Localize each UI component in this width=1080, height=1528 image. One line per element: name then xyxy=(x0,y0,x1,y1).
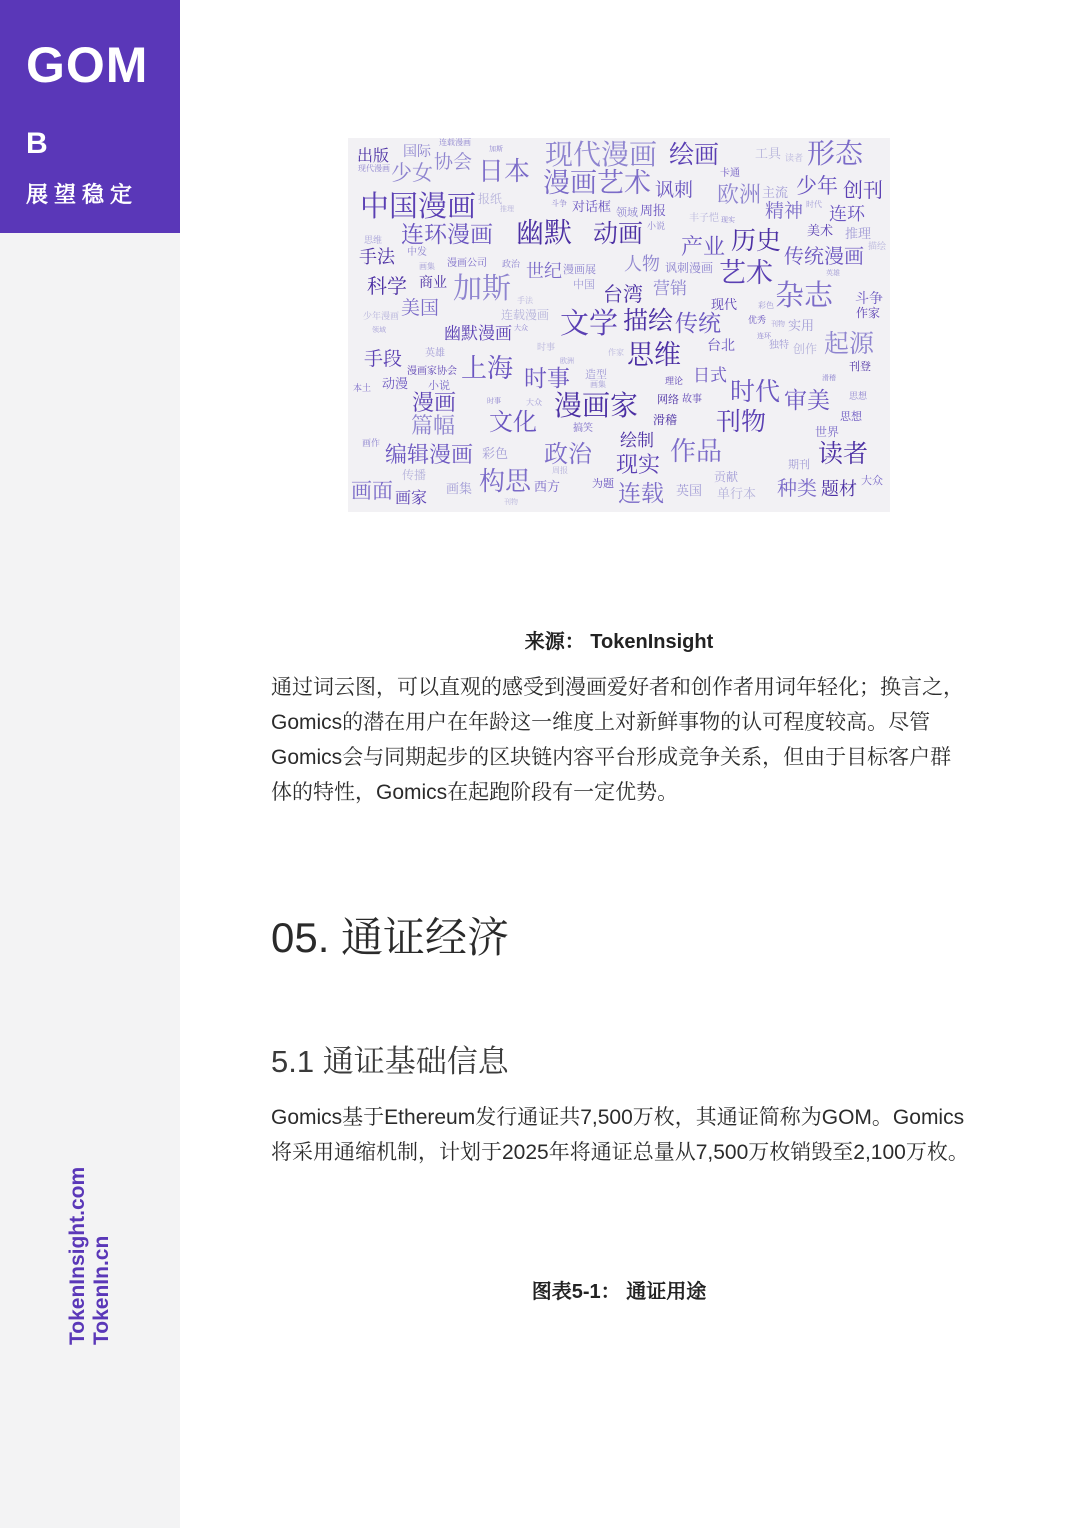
word-cloud-word: 画集 xyxy=(419,262,435,271)
word-cloud-word: 期刊 xyxy=(788,458,810,471)
word-cloud-word: 大众 xyxy=(514,324,528,332)
word-cloud-word: 主流 xyxy=(762,186,789,201)
word-cloud-word: 传统漫画 xyxy=(784,244,864,268)
word-cloud-word: 周报 xyxy=(640,204,667,219)
word-cloud-word: 读者 xyxy=(785,154,804,164)
word-cloud-word: 种类 xyxy=(777,476,817,500)
word-cloud-word: 创刊 xyxy=(843,178,883,202)
word-cloud-word: 艺术 xyxy=(719,258,773,289)
word-cloud-word: 单行本 xyxy=(717,487,757,502)
word-cloud-word: 编辑漫画 xyxy=(385,443,474,468)
word-cloud-word: 画集 xyxy=(446,482,473,497)
word-cloud-word: 大众 xyxy=(526,398,542,407)
word-cloud-word: 推理 xyxy=(845,227,872,242)
brand-code: B xyxy=(26,127,48,160)
word-cloud-word: 小说 xyxy=(647,222,666,232)
word-cloud-word: 漫画展 xyxy=(563,263,596,276)
word-cloud-word: 实用 xyxy=(788,319,815,334)
word-cloud-word: 画集 xyxy=(590,380,606,389)
word-cloud-word: 大众 xyxy=(861,474,883,487)
word-cloud-word: 上海 xyxy=(461,354,514,384)
word-cloud-word: 中国 xyxy=(573,278,595,291)
word-cloud-word: 台湾 xyxy=(603,282,643,306)
word-cloud-word: 连载漫画 xyxy=(439,138,471,147)
word-cloud-word: 思维 xyxy=(627,340,681,371)
word-cloud-word: 少女 xyxy=(391,161,433,185)
word-cloud-word: 现代漫画 xyxy=(358,164,390,173)
word-cloud-word: 欧洲 xyxy=(560,357,574,365)
word-cloud-word: 美国 xyxy=(401,297,440,319)
word-cloud-word: 贡献 xyxy=(714,470,739,484)
word-cloud-word: 精神 xyxy=(765,200,804,222)
word-cloud-word: 连载 xyxy=(618,481,664,507)
word-cloud-word: 西方 xyxy=(534,480,561,495)
word-cloud-word: 营销 xyxy=(653,279,687,299)
word-cloud-word: 构思 xyxy=(479,467,532,497)
word-cloud-word: 形态 xyxy=(807,138,864,170)
word-cloud-word: 英雄 xyxy=(425,348,445,359)
word-cloud-word: 网络 xyxy=(657,393,679,406)
word-cloud-word: 出版 xyxy=(357,146,390,165)
word-cloud-word: 思想 xyxy=(849,392,868,402)
word-cloud-word: 故事 xyxy=(682,394,702,405)
word-cloud-word: 文学 xyxy=(560,306,619,340)
word-cloud-word: 协会 xyxy=(434,151,473,173)
word-cloud-word: 台北 xyxy=(707,338,735,354)
word-cloud-word: 画面 xyxy=(351,479,393,503)
word-cloud-word: 卡通 xyxy=(720,168,740,179)
word-cloud-word: 报纸 xyxy=(478,192,503,206)
word-cloud-word: 商业 xyxy=(419,275,447,291)
word-cloud-word: 传播 xyxy=(402,468,427,482)
word-cloud-word: 刊物 xyxy=(771,320,785,328)
word-cloud-word: 文化 xyxy=(489,408,537,436)
word-cloud-word: 英国 xyxy=(676,484,703,499)
word-cloud-word: 思想 xyxy=(840,410,862,423)
word-cloud-word: 杂志 xyxy=(775,278,834,312)
word-cloud-word: 绘制 xyxy=(620,431,654,451)
word-cloud-word: 国际 xyxy=(403,144,431,160)
word-cloud-word: 独特 xyxy=(769,340,789,351)
word-cloud-word: 政治 xyxy=(544,440,592,468)
word-cloud-word: 加斯 xyxy=(453,271,512,305)
word-cloud-word: 少年漫画 xyxy=(363,312,400,322)
word-cloud-word: 漫画艺术 xyxy=(543,168,651,199)
word-cloud-word: 日式 xyxy=(693,366,727,386)
word-cloud-word: 动漫 xyxy=(382,377,409,392)
token-paragraph: Gomics基于Ethereum发行通证共7,500万枚，其通证简称为GOM。Gomics将采用通缩机制，计划于2025年将通证总量从7,500万枚销毁至2,100万枚。 xyxy=(271,1106,969,1164)
word-cloud-word: 作品 xyxy=(670,437,723,467)
word-cloud-word: 英雄 xyxy=(826,269,840,277)
word-cloud-word: 讽刺 xyxy=(655,179,694,201)
word-cloud-word: 手法 xyxy=(517,296,533,305)
word-cloud-word: 连环 xyxy=(829,204,865,225)
word-cloud-word: 现实 xyxy=(721,216,735,224)
intro-paragraph: 通过词云图，可以直观的感受到漫画爱好者和创作者用词年轻化；换言之，Gomics的潜在用户在年龄这一维度上对新鲜事物的认可程度较高。尽管Gomics会与同期起步的区块链内容平台形成竞争关系，但由于目标客户群体的特性，Gomics在起跑阶段有一定优势。 xyxy=(271,676,964,804)
word-cloud-word: 漫画家协会 xyxy=(407,366,457,377)
word-cloud-word: 手法 xyxy=(359,247,395,268)
brand-block xyxy=(0,0,180,233)
word-cloud-word: 工具 xyxy=(755,147,782,162)
word-cloud-word: 科学 xyxy=(367,274,407,298)
word-cloud-word: 欧洲 xyxy=(717,183,762,208)
word-cloud-word: 创作 xyxy=(793,342,818,356)
figure-caption: 图表5-1： 通证用途 xyxy=(531,1281,707,1303)
word-cloud-word: 人物 xyxy=(624,254,660,275)
link-tokeninsight-com[interactable]: TokenInsight.com xyxy=(66,1166,89,1345)
word-cloud-word: 读者 xyxy=(818,439,869,468)
word-cloud-word: 思维 xyxy=(364,236,383,246)
word-cloud-word: 产业 xyxy=(681,235,726,260)
word-cloud-word: 对话框 xyxy=(572,200,612,215)
word-cloud-word: 时代 xyxy=(806,200,822,209)
word-cloud-word: 少年 xyxy=(796,174,838,198)
word-cloud-word: 动画 xyxy=(593,219,644,248)
word-cloud-word: 世纪 xyxy=(526,261,562,282)
word-cloud-word: 中国漫画 xyxy=(360,189,477,223)
word-cloud-word: 幽默漫画 xyxy=(444,324,512,344)
word-cloud-word: 优秀 xyxy=(748,316,767,326)
brand-rating: 展望稳定 xyxy=(26,182,139,207)
word-cloud-word: 画作 xyxy=(362,439,381,449)
word-cloud-word: 描绘 xyxy=(868,242,887,252)
word-cloud-word: 世界 xyxy=(815,425,840,439)
word-cloud-word: 日本 xyxy=(478,157,531,187)
word-cloud-word: 现代漫画 xyxy=(545,138,658,171)
word-cloud-word: 现代 xyxy=(711,298,738,313)
vertical-links xyxy=(66,1167,114,1345)
section-title: 05. 通证经济 xyxy=(271,914,510,961)
word-cloud-word: 加斯 xyxy=(489,145,503,153)
word-cloud-word: 题材 xyxy=(821,479,857,500)
word-cloud-word: 造型 xyxy=(585,368,607,381)
word-cloud-word: 本土 xyxy=(353,384,372,394)
word-cloud-word: 彩色 xyxy=(758,301,774,310)
word-cloud-word: 画家 xyxy=(395,488,428,507)
word-cloud-word: 彩色 xyxy=(482,447,509,462)
word-cloud-word: 周报 xyxy=(552,466,568,475)
word-cloud-word: 刊物 xyxy=(504,498,518,506)
word-cloud-word: 推理 xyxy=(500,205,514,213)
word-cloud-word: 现实 xyxy=(616,453,661,478)
word-cloud-word: 连环 xyxy=(757,332,771,340)
word-cloud-word: 滑稽 xyxy=(822,374,836,382)
word-cloud-word: 时事 xyxy=(487,397,501,405)
word-cloud-word: 传统 xyxy=(675,311,721,337)
word-cloud-word: 作家 xyxy=(608,348,624,357)
subsection-title: 5.1 通证基础信息 xyxy=(271,1044,509,1079)
word-cloud-word: 中发 xyxy=(407,247,427,258)
word-cloud-word: 丰子恺 xyxy=(689,213,719,224)
word-cloud-word: 幽默 xyxy=(516,216,573,249)
word-cloud-word: 连载漫画 xyxy=(501,308,550,322)
word-cloud-image xyxy=(348,138,890,512)
word-cloud-word: 连环漫画 xyxy=(401,222,493,248)
word-cloud-word: 斗争 xyxy=(551,199,567,208)
word-cloud-word: 时事 xyxy=(537,343,556,353)
word-cloud-word: 滑稽 xyxy=(653,413,678,427)
word-cloud-word: 作家 xyxy=(856,306,881,320)
word-cloud-word: 刊登 xyxy=(849,360,871,373)
word-cloud-word: 漫画公司 xyxy=(447,258,487,269)
word-cloud-word: 为题 xyxy=(592,477,614,490)
word-cloud-word: 手段 xyxy=(364,348,403,370)
word-cloud-word: 起源 xyxy=(824,329,875,358)
word-cloud-word: 讽刺漫画 xyxy=(665,261,714,275)
word-cloud-word: 小说 xyxy=(428,379,450,392)
word-cloud-word: 描绘 xyxy=(623,306,674,335)
word-cloud-word: 刊物 xyxy=(716,407,767,436)
word-cloud-word: 时代 xyxy=(730,377,781,406)
sidebar xyxy=(0,0,180,1528)
word-cloud-word: 漫画家 xyxy=(554,389,639,422)
word-cloud-word: 审美 xyxy=(784,388,830,414)
word-cloud-word: 领域 xyxy=(616,206,638,219)
word-cloud-word: 领域 xyxy=(372,326,386,334)
source-caption: 来源： TokenInsight xyxy=(524,631,714,653)
word-cloud-word: 搞笑 xyxy=(573,423,593,434)
word-cloud-word: 历史 xyxy=(731,226,782,255)
word-cloud-word: 篇幅 xyxy=(411,414,456,439)
word-cloud-word: 时事 xyxy=(524,366,570,392)
word-cloud-word: 漫画 xyxy=(412,391,457,416)
brand-logo: GOM xyxy=(26,37,149,93)
link-tokenin-cn[interactable]: TokenIn.cn xyxy=(90,1235,113,1345)
word-cloud-word: 政治 xyxy=(502,260,521,270)
word-cloud-word: 理论 xyxy=(665,377,684,387)
word-cloud-word: 绘画 xyxy=(669,140,720,169)
word-cloud-word: 斗争 xyxy=(855,291,883,307)
word-cloud-word: 美术 xyxy=(807,224,834,239)
